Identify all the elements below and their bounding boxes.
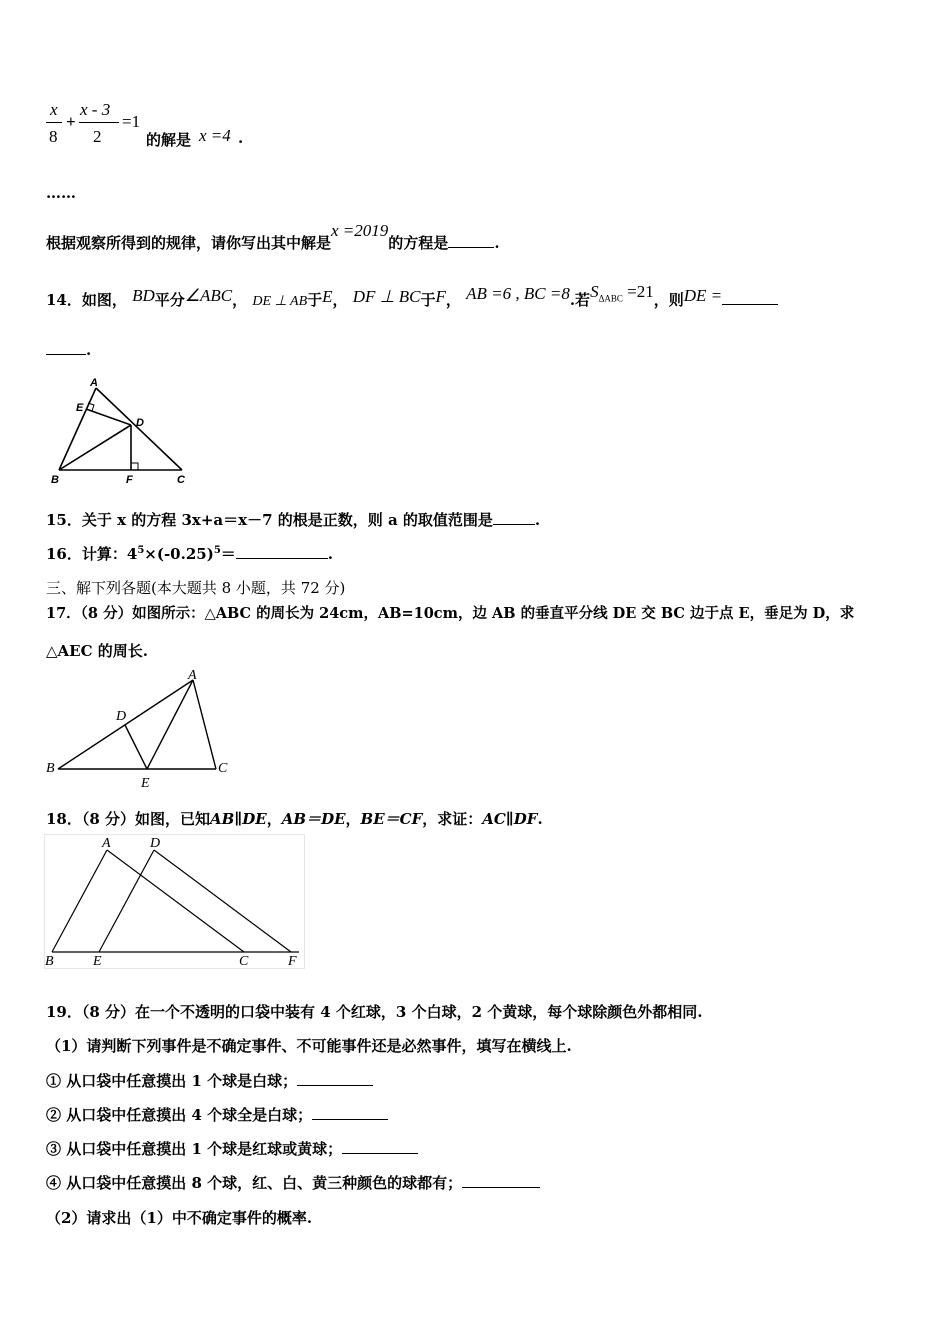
q16-exp2: 5 (213, 545, 221, 556)
q17-line2: △AEC 的周长. (46, 642, 148, 660)
plus-sign: + (66, 112, 76, 131)
frac1-numerator: x (50, 100, 58, 119)
area-s: S (590, 282, 599, 301)
q14-number: 14．如图， (46, 291, 127, 309)
separator: ， (266, 810, 282, 828)
separator: ， (345, 810, 361, 828)
prompt-end: . (494, 234, 500, 252)
prompt-value: x =2019 (331, 221, 389, 240)
q14-e: E (322, 287, 333, 306)
answer-blank[interactable] (722, 290, 778, 305)
label-d: D (150, 836, 161, 851)
segment-ab (52, 850, 107, 952)
q18-cond3: BE＝CF (360, 810, 423, 828)
solution-value: x =4 (199, 126, 231, 145)
label-c: C (239, 954, 249, 969)
item-text: ② 从口袋中任意摸出 4 个球全是白球； (46, 1106, 313, 1124)
q19-item-3 (46, 1138, 418, 1159)
area-sub: ΔABC (598, 293, 623, 304)
frac2-denominator: 2 (93, 127, 102, 146)
q14-end: . (86, 341, 92, 359)
item-text: ① 从口袋中任意摸出 1 个球是白球； (46, 1072, 298, 1090)
q14-area (590, 282, 654, 304)
prompt-post: 的方程是 (388, 234, 449, 252)
answer-blank[interactable] (448, 233, 494, 248)
right-angle-f (131, 463, 138, 470)
area-value: =21 (622, 282, 654, 301)
q14-figure (46, 376, 196, 486)
q17-figure (46, 668, 246, 790)
label-a: A (188, 668, 197, 683)
label-b: B (45, 954, 54, 969)
q16-eq: ＝ (220, 545, 236, 563)
q19-item-2 (46, 1104, 388, 1125)
q14-de-eq: DE = (683, 286, 723, 305)
q18-end: . (537, 810, 543, 828)
label-c: C (177, 474, 185, 486)
frac1-bar (46, 122, 62, 123)
label-c: C (218, 761, 228, 776)
frac2-bar (79, 122, 119, 123)
q16-end: . (327, 545, 334, 563)
q19-part1: （1）请判断下列事件是不确定事件、不可能事件还是必然事件，填写在横线上. (46, 1037, 572, 1055)
section-title: 三、解下列各题(本大题共 8 小题，共 72 分) (46, 579, 346, 597)
q17-line1: 17．（8 分）如图所示：△ABC 的周长为 24cm，AB=10cm，边 AB 的垂直平分线 DE 交 BC 边于点 E，垂足为 D，求 (46, 605, 855, 622)
q15-end: . (534, 511, 541, 529)
q14-yu: 于 (307, 291, 323, 309)
q13-prompt (46, 221, 500, 253)
item-text: ④ 从口袋中任意摸出 8 个球，红、白、黄三种颜色的球都有； (46, 1174, 463, 1192)
q16-mid: ×(-0.25) (144, 545, 214, 563)
period: . (238, 129, 244, 147)
q16-exp1: 5 (137, 545, 145, 556)
comma: ， (332, 291, 348, 309)
q18-text (46, 808, 543, 829)
q14-df-perp: DF ⊥ BC (352, 287, 421, 306)
item-text: ③ 从口袋中任意摸出 1 个球是红球或黄球； (46, 1140, 343, 1158)
answer-blank[interactable] (312, 1105, 388, 1120)
frac1-denominator: 8 (49, 127, 58, 146)
answer-blank[interactable] (236, 544, 328, 559)
q15-body: 15．关于 x 的方程 3x+a＝x－7 的根是正数，则 a 的取值范围是 (46, 511, 493, 529)
q18-goal: AC∥DF (482, 810, 538, 828)
edge-ac (96, 388, 182, 470)
frac2-numerator: x - 3 (80, 100, 111, 119)
edge-ab (58, 680, 193, 769)
q19-intro: 19．（8 分）在一个不透明的口袋中装有 4 个红球，3 个白球，2 个黄球，每个球除颜色外都相同. (46, 1003, 703, 1021)
label-d: D (116, 709, 127, 724)
q14-text (46, 282, 778, 311)
comma: ， (232, 291, 248, 309)
segment-de (86, 409, 131, 425)
q14-yu: 于 (420, 291, 436, 309)
q18-pre: 18．（8 分）如图，已知 (46, 810, 211, 828)
q14-bisect: 平分 (154, 291, 185, 309)
segment-ae (147, 680, 193, 769)
q18-cond1: AB∥DE (210, 810, 267, 828)
label-e: E (76, 402, 84, 414)
label-f: F (288, 954, 297, 969)
solution-text: 的解是 (146, 131, 192, 149)
label-e: E (93, 954, 102, 969)
q14-de-perp: DE ⊥ AB (252, 294, 308, 309)
q18-prove: ，求证： (422, 810, 483, 828)
label-e: E (141, 776, 150, 791)
q19-part2: （2）请求出（1）中不确定事件的概率. (46, 1209, 313, 1227)
label-a: A (102, 836, 111, 851)
answer-blank[interactable] (342, 1139, 418, 1154)
comma: ， (445, 291, 461, 309)
q19-item-4 (46, 1172, 540, 1193)
label-d: D (136, 417, 144, 429)
label-a: A (90, 377, 98, 389)
label-b: B (51, 474, 59, 486)
edge-ac (193, 680, 216, 769)
equation-rhs: =1 (122, 112, 141, 131)
q14-f: F (435, 287, 446, 306)
answer-blank[interactable] (297, 1071, 373, 1086)
ellipsis: …… (46, 184, 76, 202)
segment-de (99, 850, 154, 952)
q18-figure (44, 834, 309, 972)
q14-ab-bc: AB =6 , BC =8 (466, 284, 570, 303)
q15-text (46, 509, 540, 530)
label-f: F (126, 474, 133, 486)
q16-pre: 16．计算：4 (46, 545, 138, 563)
prompt-pre: 根据观察所得到的规律，请你写出其中解是 (46, 234, 332, 252)
q14-ze: ，则 (653, 291, 684, 309)
q14-ruo: .若 (569, 291, 591, 309)
q16-text (46, 543, 333, 564)
answer-blank[interactable] (46, 340, 86, 355)
answer-blank[interactable] (462, 1173, 540, 1188)
label-b: B (46, 761, 55, 776)
q19-item-1 (46, 1070, 373, 1091)
q14-continuation (46, 340, 91, 359)
q18-cond2: AB＝DE (281, 810, 346, 828)
q14-bd: BD (132, 286, 155, 305)
figure-frame (45, 835, 305, 969)
segment-de (125, 725, 147, 769)
q14-angle: ∠ABC (184, 286, 233, 305)
answer-blank[interactable] (493, 510, 535, 525)
